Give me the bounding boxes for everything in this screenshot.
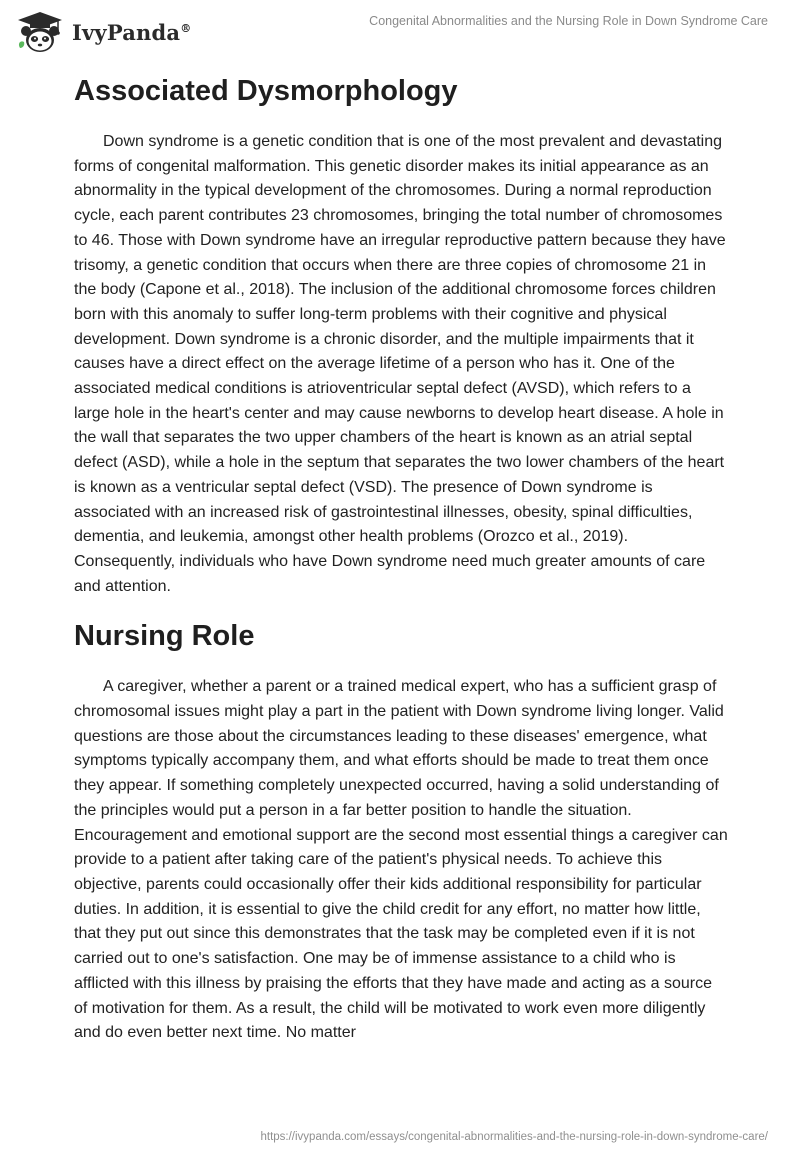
section-paragraph-nursing-role: A caregiver, whether a parent or a trained medical expert, who has a sufficient grasp of chromosomal issues might play a part in the patient with Down syndrome living longer. Valid questions are those about the circumstances leading to these diseases' emergence, what symptoms typically accompany them, and what efforts should be made to treat them once they appear. If something completely unexpected occurred, having a solid understanding of the principles would put a person in a far better position to handle the situation. Encouragement and emotional support are the second most essential things a caregiver can provide to a patient after taking care of the patient's physical needs. To achieve this objective, parents could occasionally offer their kids additional responsibility for particular duties. In addition, it is essential to give the child credit for any effort, no matter how little, that they put out since this demonstrates that the task may be completed even if it is not carried out to one's satisfaction. One may be of immense assistance to a child who is afflicted with this illness by praising the efforts that they have made and acting as a source of motivation for them. As a result, the child will be motivated to work even more diligently and do even better next time. No matter [74,678,728,1042]
brand-name: IvyPanda® [72,19,192,45]
panda-graduate-icon [14,10,66,54]
page-header [0,0,800,64]
section-paragraph-dysmorphology: Down syndrome is a genetic condition that is one of the most prevalent and devastating forms of congenital malformation. This genetic disorder makes its initial appearance as an abnormality in the typical development of the chromosomes. During a normal reproduction cycle, each parent contributes 23 chromosomes, bringing the total number of chromosomes to 46. Those with Down syndrome have an irregular reproductive pattern because they have trisomy, a genetic condition that occurs when there are three copies of chromosome 21 in the body (Capone et al., 2018). The inclusion of the additional chromosome forces children born with this anomaly to suffer long-term problems with their cognitive and physical development. Down syndrome is a chronic disorder, and the multiple impairments that it causes have a direct effect on the average lifetime of a person who has it. One of the associated medical conditions is atrioventricular septal defect (AVSD), which refers to a large hole in the heart's center and may cause newborns to develop heart disease. A hole in the wall that separates the two upper chambers of the heart is known as an atrial septal defect (ASD), while a hole in the septum that separates the two lower chambers of the heart is known as a ventricular septal defect (VSD). The presence of Down syndrome is associated with an increased risk of gastrointestinal illnesses, obesity, spinal difficulties, dementia, and leukemia, amongst other health problems (Orozco et al., 2019). Consequently, individuals who have Down syndrome need much greater amounts of care and attention. [74,133,726,595]
ivypanda-logo[interactable] [14,10,191,54]
source-url[interactable]: https://ivypanda.com/essays/congenital-abnormalities-and-the-nursing-role-in-down-syndrome-care/ [260,1131,768,1143]
section-heading-nursing-role: Nursing Role [74,620,255,653]
document-title: Congenital Abnormalities and the Nursing Role in Down Syndrome Care [369,14,768,28]
essay-body [74,68,728,1046]
section-heading-dysmorphology: Associated Dysmorphology [74,75,458,107]
